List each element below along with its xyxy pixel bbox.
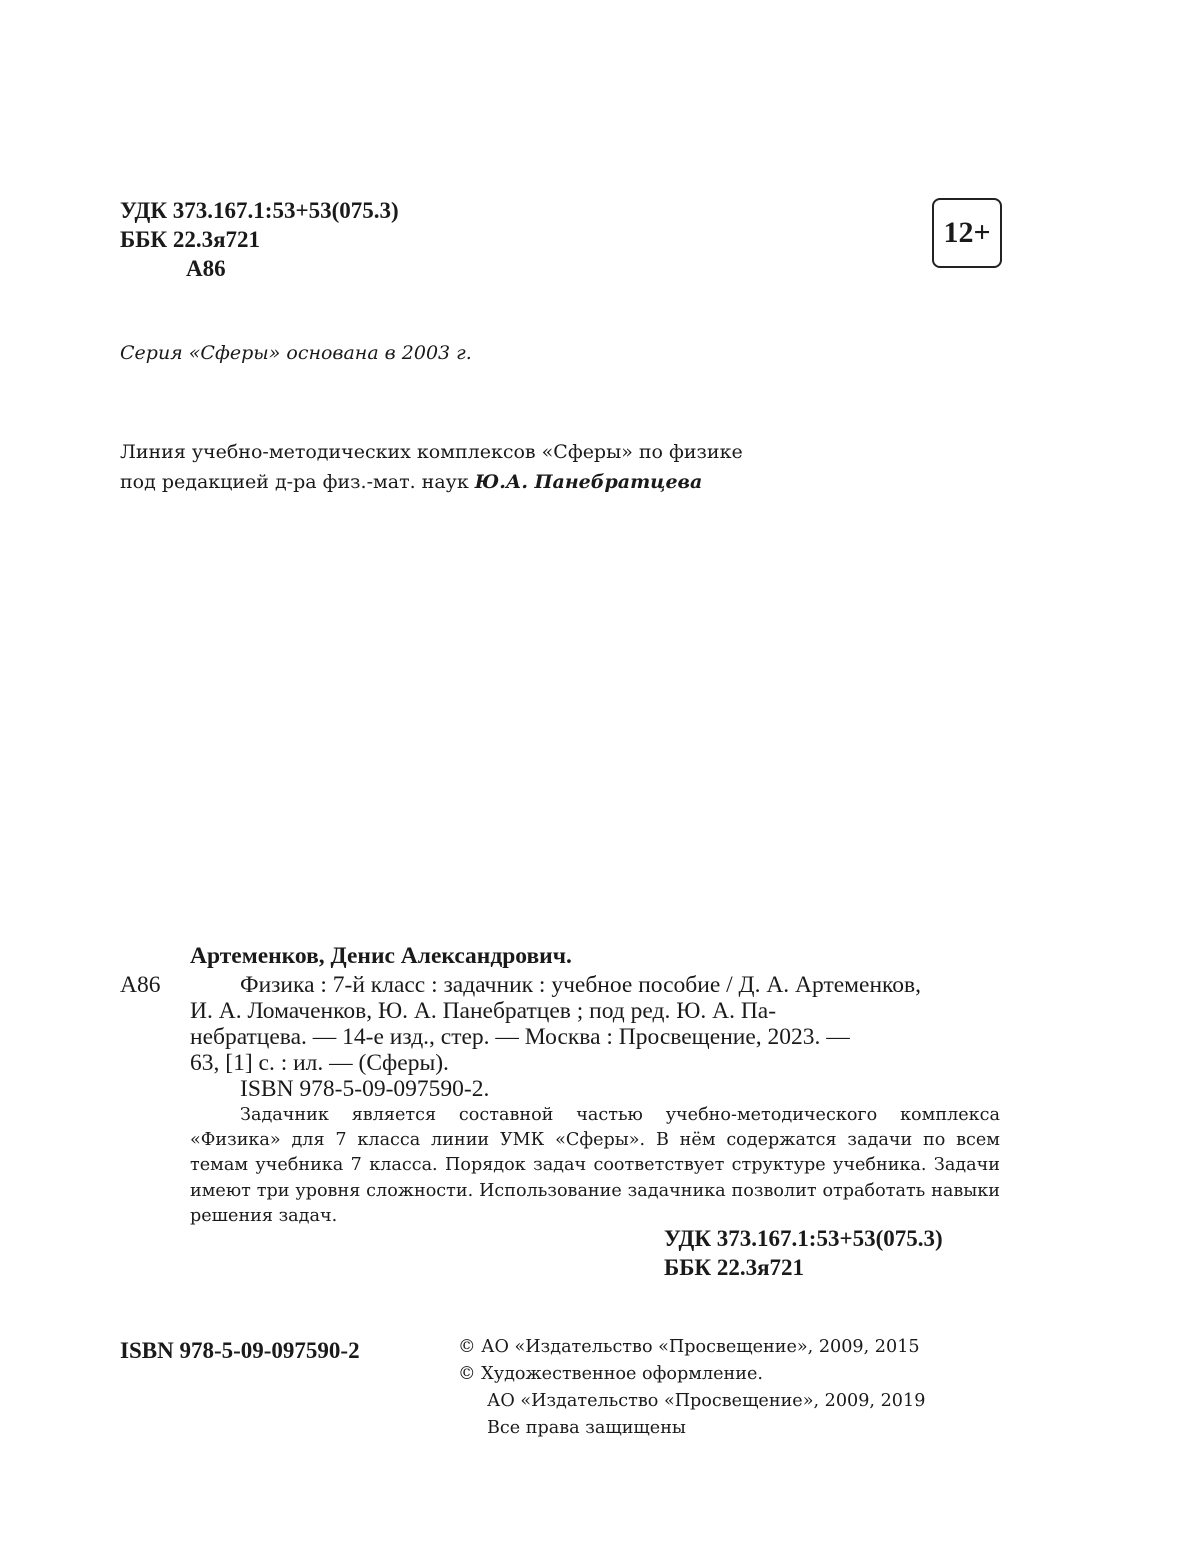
- copyright-line: АО «Издательство «Просвещение», 2009, 2019: [487, 1391, 926, 1411]
- author-mark: А86: [186, 256, 226, 281]
- card-mark: А86: [120, 972, 161, 998]
- card-author-heading: Артеменков, Денис Александрович.: [190, 943, 572, 969]
- card-description-line: 63, [1] с. : ил. — (Сферы).: [190, 1050, 449, 1076]
- card-description-line: И. А. Ломаченков, Ю. А. Панебратцев ; под ред. Ю. А. Па-: [190, 998, 777, 1024]
- card-isbn: ISBN 978-5-09-097590-2.: [240, 1076, 490, 1102]
- card-udk: УДК 373.167.1:53+53(075.3): [664, 1226, 943, 1251]
- card-bbk: ББК 22.3я721: [664, 1255, 805, 1280]
- copyright-line: © АО «Издательство «Просвещение», 2009, 2015: [458, 1337, 920, 1357]
- editor-name: Ю.А. Панебратцева: [474, 471, 703, 493]
- footer-isbn: ISBN 978-5-09-097590-2: [120, 1338, 360, 1363]
- line-note-prefix: под редакцией д-ра физ.-мат. наук: [120, 471, 469, 493]
- age-rating-text: 12+: [943, 216, 991, 249]
- card-description-line: небратцева. — 14-е изд., стер. — Москва : Просвещение, 2023. —: [190, 1024, 850, 1050]
- line-note-1: Линия учебно-методических комплексов «Сферы» по физике: [120, 441, 743, 463]
- card-annotation: Задачник является составной частью учебно-методического комплекса «Физика» для 7 класса линии УМК «Сферы». В нём содержатся задачи по всем темам учебника 7 класса. Порядок задач соответствует структуре учебника. Задачи имеют три уровня сложности. Использование задачника позволит отработать навыки решения задач.: [190, 1105, 1000, 1226]
- series-note: Серия «Сферы» основана в 2003 г.: [120, 342, 472, 364]
- card-description-line: Физика : 7-й класс : задачник : учебное пособие / Д. А. Артеменков,: [240, 972, 921, 998]
- copyright-line: © Художественное оформление.: [458, 1364, 763, 1384]
- age-rating-badge: [932, 198, 1002, 268]
- udk-code: УДК 373.167.1:53+53(075.3): [120, 198, 399, 223]
- bbk-code: ББК 22.3я721: [120, 227, 261, 252]
- line-note-2: [120, 467, 702, 497]
- rights-reserved: Все права защищены: [487, 1418, 686, 1438]
